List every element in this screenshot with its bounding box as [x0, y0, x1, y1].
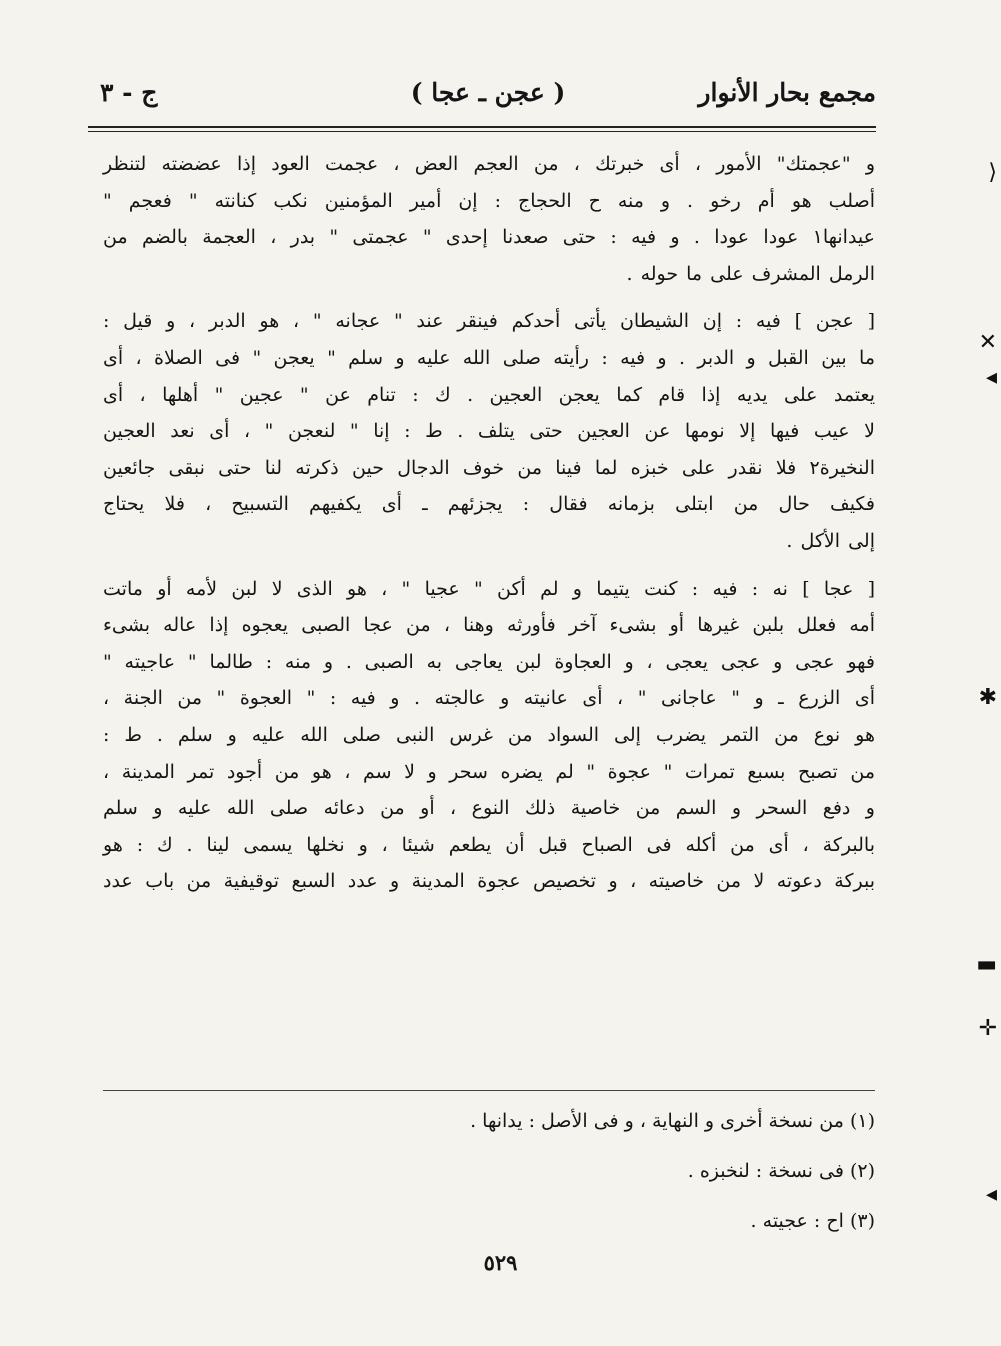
text-line: إلى الأكل .	[786, 529, 875, 552]
footnotes	[103, 1096, 875, 1246]
footnote: (٢) فى نسخة : لنخبزه .	[687, 1160, 875, 1182]
text-line: بالبركة ، أى من أكله فى الصباح قبل أن يطعم شيئا ، و نخلها يسمى لينا . ك : هو	[103, 833, 875, 856]
footnote-divider	[103, 1090, 875, 1091]
running-header	[100, 74, 876, 124]
paragraph-aja	[103, 571, 875, 900]
text-line: أمه فعلل بلبن غيرها أو بشىء آخر فأورثه وهنا ، من عجا الصبى يعجوه إذا عاله بشىء	[103, 614, 875, 637]
margin-mark-icon: ◂	[985, 1182, 997, 1207]
text-line: و "عجمتك" الأمور ، أى خبرتك ، من العجم العض ، عجمت العود إذا عضضته لتنظر	[103, 153, 875, 175]
text-line: عيدانها١ عودا عودا . و فيه : حتى صعدنا إحدى " عجمتى " بدر ، العجمة بالضم من	[103, 226, 876, 249]
footnote: (١) من نسخة أخرى و النهاية ، و فى الأصل : يدانها .	[470, 1110, 875, 1132]
text-line: هو نوع من التمر يضرب إلى السواد من غرس النبى صلى الله عليه و سلم . ط :	[103, 723, 875, 746]
text-line: النخيرة٢ فلا نقدر على خبزه لما فينا من خوف الدجال حين ذكرته لنا حتى نبقى جائعين	[103, 456, 875, 479]
volume-label: ج - ٣	[100, 78, 158, 107]
text-line: ما بين القبل و الدبر . و فيه : رأيته صلى الله عليه و سلم " يعجن " فى الصلاة ، أى	[103, 346, 875, 369]
header-rule	[88, 126, 876, 128]
margin-mark-icon: ✱	[978, 685, 997, 710]
page-number: ٥٢٩	[483, 1250, 518, 1275]
margin-mark-icon: ⟩	[988, 160, 997, 185]
text-line: أى الزرع ـ و " عاجانى " ، أى عانيته و عالجته . و فيه : " العجوة " من الجنة ،	[103, 687, 875, 710]
text-line: من تصبح بسبع تمرات " عجوة " لم يضره سحر و لا سم ، هو من أجود تمر المدينة ،	[103, 760, 875, 783]
text-line: الرمل المشرف على ما حوله .	[626, 262, 875, 285]
margin-mark-icon: ▬	[976, 952, 997, 977]
text-line: و دفع السحر و السم من خاصية ذلك النوع ، أو من دعائه صلى الله عليه و سلم	[103, 797, 875, 820]
text-line: [ عجا ] نه : فيه : كنت يتيما و لم أكن " عجيا " ، هو الذى لا لبن لأمه أو ماتت	[103, 577, 875, 600]
entry-range: ( عجن ـ عجا )	[410, 78, 566, 107]
footnote: (٣) اح : عجيته .	[750, 1210, 875, 1232]
book-title: مجمع بحار الأنوار	[698, 78, 876, 107]
paragraph-ajm	[103, 146, 875, 292]
text-line: يعتمد على يديه إذا قام كما يعجن العجين . ك : تنام عن " عجين " أهلها ، أى	[103, 383, 875, 406]
text-line: ببركة دعوته لا من خاصيته ، و تخصيص عجوة المدينة و عدد السبع توقيفية من باب عدد	[103, 870, 875, 893]
text-line: أصلب هو أم رخو . و منه ح الحجاج : إن أمير المؤمنين نكب كنانته " فعجم "	[103, 189, 875, 212]
paragraph-ajn	[103, 303, 875, 559]
margin-mark-icon: ✛	[978, 1016, 997, 1041]
header-rule-thin	[88, 131, 876, 132]
margin-mark-icon: ◂	[985, 365, 997, 390]
margin-mark-icon: ✕	[978, 330, 997, 355]
text-line: فكيف حال من ابتلى بزمانه فقال : يجزئهم ـ أى يكفيهم التسبيح ، فلا يحتاج	[103, 493, 875, 516]
text-line: [ عجن ] فيه : إن الشيطان يأتى أحدكم فينقر عند " عجانه " ، هو الدبر ، و قيل :	[103, 310, 875, 333]
main-text	[103, 146, 875, 900]
text-line: فهو عجى و عجى يعجى ، و العجاوة لبن يعاجى به الصبى . و منه : طالما " عاجيته "	[103, 650, 876, 673]
text-line: لا عيب فيها إلا نومها عن العجين حتى يتلف . ط : إنا " لنعجن " ، أى نعد العجين	[103, 420, 876, 443]
